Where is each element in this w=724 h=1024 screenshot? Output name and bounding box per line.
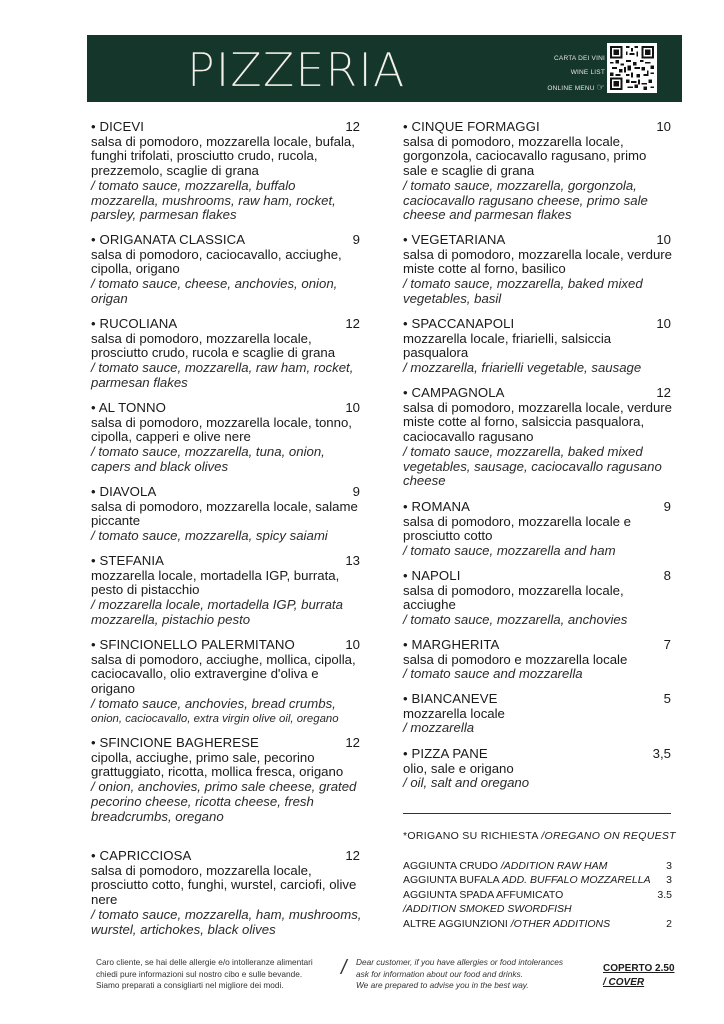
item-price: 12 — [345, 316, 360, 331]
menu-item — [403, 120, 673, 223]
item-description: salsa di pomodoro, mozzarella locale, verdure miste cotte al forno, salsiccia pasqualora, caciocavallo ragusano — [403, 399, 673, 445]
item-name: • CAMPAGNOLA — [403, 385, 505, 400]
item-name: • PIZZA PANE — [403, 746, 488, 761]
menu-item — [91, 233, 362, 307]
item-translation: / tomato sauce, mozzarella, spicy saiami — [91, 528, 328, 544]
extra-row: /ADDITION SMOKED SWORDFISH — [403, 903, 572, 916]
item-description: salsa di pomodoro, mozzarella locale e prosciutto cotto — [403, 513, 631, 544]
item-description: salsa di pomodoro, mozzarella locale, prosciutto cotto, funghi, wurstel, carciofi, olive nere — [91, 862, 357, 908]
item-price: 10 — [656, 232, 671, 247]
item-price: 12 — [345, 848, 360, 863]
item-translation: / tomato sauce, mozzarella, tuna, onion, capers and black olives — [91, 444, 325, 474]
item-translation: / tomato sauce, mozzarella, anchovies — [403, 612, 628, 628]
item-price: 3,5 — [652, 746, 671, 761]
cover-charge: COPERTO 2.50 / COVER — [603, 963, 675, 988]
item-description: olio, sale e origano — [403, 760, 514, 776]
qr-code-icon — [610, 46, 654, 90]
item-name: • MARGHERITA — [403, 637, 500, 652]
item-name: • RUCOLIANA — [91, 316, 178, 331]
item-translation: / tomato sauce, anchovies, bread crumbs, — [91, 695, 336, 711]
extra-row: AGGIUNTA CRUDO /ADDITION RAW HAM 3 — [403, 860, 672, 872]
item-price: 12 — [345, 735, 360, 750]
item-name: • STEFANIA — [91, 553, 165, 568]
item-name: • CINQUE FORMAGGI — [403, 119, 540, 134]
menu-item — [91, 317, 362, 391]
menu-item — [403, 317, 673, 376]
item-translation: / tomato sauce, mozzarella, baked mixed vegetables, basil — [403, 276, 643, 306]
item-translation: / tomato sauce, mozzarella, buffalo mozzarella, mushrooms, raw ham, rocket, parsley, parmesan flakes — [91, 177, 336, 223]
item-price: 10 — [656, 316, 671, 331]
menu-item — [91, 638, 362, 726]
item-name: • SFINCIONELLO PALERMITANO — [91, 637, 295, 652]
wine-list-label-en: WINE LIST — [570, 69, 605, 76]
item-price: 7 — [663, 637, 671, 652]
item-name: • AL TONNO — [91, 400, 166, 415]
item-translation: / onion, anchovies, primo sale cheese, grated pecorino cheese, ricotta cheese, fresh breadcrumbs, oregano — [91, 779, 357, 824]
item-name: • SFINCIONE BAGHERESE — [91, 735, 259, 750]
item-price: 13 — [345, 553, 360, 568]
item-price: 5 — [663, 691, 671, 706]
menu-item — [403, 233, 673, 307]
page-title: PIZZERIA — [187, 43, 406, 97]
item-name: • ORIGANATA CLASSICA — [91, 232, 246, 247]
item-price: 12 — [656, 385, 671, 400]
extra-price: 3 — [666, 874, 672, 887]
item-price: 9 — [352, 484, 360, 499]
item-name: • NAPOLI — [403, 568, 461, 583]
item-name: • ROMANA — [403, 499, 470, 514]
item-translation: / tomato sauce, mozzarella, ham, mushrooms, wurstel, artichokes, black olives — [91, 906, 362, 937]
extra-price: 3.5 — [657, 888, 672, 901]
extras-list — [403, 859, 672, 931]
item-name: • SPACCANAPOLI — [403, 316, 515, 331]
item-translation: / tomato sauce and mozzarella — [403, 666, 583, 682]
menu-item — [403, 386, 673, 489]
item-description: salsa di pomodoro e mozzarella locale — [403, 651, 628, 667]
item-translation: / oil, salt and oregano — [403, 775, 530, 791]
menu-item — [91, 554, 362, 628]
item-translation: / tomato sauce, mozzarella, gorgonzola, caciocavallo ragusano cheese, primo sale cheese and parmesan flakes — [403, 177, 648, 223]
item-translation: / mozzarella, friarielli vegetable, sausage — [403, 360, 642, 376]
menu-item — [403, 500, 673, 559]
item-translation: / mozzarella — [403, 720, 475, 736]
item-name: • DIAVOLA — [91, 484, 157, 499]
item-name: • VEGETARIANA — [403, 232, 506, 247]
item-description: cipolla, acciughe, primo sale, pecorino grattuggiato, ricotta, mollica fresca, origano — [91, 749, 344, 780]
item-description: salsa di pomodoro, caciocavallo, acciughe, cipolla, origano — [91, 246, 342, 277]
item-price: 9 — [663, 499, 671, 514]
item-price: 9 — [352, 232, 360, 247]
menu-item — [91, 736, 362, 824]
item-translation: / tomato sauce, mozzarella, raw ham, rocket, parmesan flakes — [91, 360, 354, 390]
item-description: mozzarella locale, mortadella IGP, burrata, pesto di pistacchio — [91, 567, 340, 598]
extra-row: AGGIUNTA BUFALA ADD. BUFFALO MOZZARELLA 3 — [403, 874, 672, 887]
item-description: salsa di pomodoro, mozzarella locale, verdure miste cotte al forno, basilico — [403, 246, 673, 277]
extra-row: ALTRE AGGIUNZIONI /OTHER ADDITIONS 2 — [403, 917, 672, 930]
origano-note: *ORIGANO SU RICHIESTA /OREGANO ON REQUEST — [403, 830, 676, 842]
menu-item — [91, 485, 362, 544]
item-description: salsa di pomodoro, mozzarella locale, bufala, funghi trifolati, prosciutto crudo, rucola, prezzemolo, scaglie di grana — [91, 133, 355, 179]
wine-list-label-it: CARTA DEI VINI — [554, 55, 605, 62]
item-description: salsa di pomodoro, mozzarella locale, acciughe — [403, 582, 624, 613]
pointing-hand-icon: ☞ — [596, 82, 605, 92]
menu-item — [403, 569, 673, 628]
item-name: • BIANCANEVE — [403, 691, 498, 706]
online-menu-label: ONLINE MENU ☞ — [547, 82, 605, 92]
qr-code[interactable] — [607, 43, 657, 93]
menu-item — [403, 692, 673, 736]
item-description: salsa di pomodoro, mozzarella locale, salame piccante — [91, 498, 358, 529]
item-translation: / tomato sauce, mozzarella and ham — [403, 543, 616, 559]
extra-row: AGGIUNTA SPADA AFFUMICATO 3.5 — [403, 888, 672, 901]
item-name: • DICEVI — [91, 119, 145, 134]
item-name: • CAPRICCIOSA — [91, 848, 192, 863]
item-price: 12 — [345, 119, 360, 134]
menu-item — [91, 849, 362, 937]
item-translation: / mozzarella locale, mortadella IGP, burrata mozzarella, pistachio pesto — [91, 597, 343, 627]
header-banner — [87, 35, 682, 102]
item-translation: / tomato sauce, cheese, anchovies, onion, origan — [91, 276, 338, 306]
header-links — [527, 52, 605, 96]
item-translation: onion, caciocavallo, extra virgin olive oil, oregano — [91, 712, 339, 725]
allergy-note-en: Dear customer, if you have allergies or food intolerances ask for information about our food and drinks. We are prepared to advise you in the best way. — [356, 957, 564, 990]
footer-slash: / — [341, 957, 347, 979]
item-description: salsa di pomodoro, mozzarella locale, tonno, cipolla, capperi e olive nere — [91, 414, 352, 445]
allergy-note-it: Caro cliente, se hai delle allergie e/o intolleranze alimentari chiedi pure informazioni sul nostro cibo e sulle bevande. Siamo preparati a consigliarti nel migliore dei modi. — [96, 957, 313, 990]
item-description: mozzarella locale — [403, 705, 505, 721]
item-price: 10 — [656, 119, 671, 134]
item-price: 8 — [663, 568, 671, 583]
menu-item — [91, 401, 362, 475]
item-description: mozzarella locale, friarielli, salsiccia pasqualora — [403, 330, 612, 361]
divider — [403, 813, 671, 814]
menu-item — [403, 638, 673, 682]
item-translation: / tomato sauce, mozzarella, baked mixed vegetables, sausage, caciocavallo ragusano cheese — [403, 443, 662, 489]
menu-item — [403, 747, 673, 791]
menu-item — [91, 120, 362, 223]
item-description: salsa di pomodoro, mozzarella locale, gorgonzola, caciocavallo ragusano, primo sale e scaglie di grana — [403, 133, 647, 179]
extra-price: 2 — [666, 917, 672, 930]
item-description: salsa di pomodoro, mozzarella locale, prosciutto crudo, rucola e scaglie di grana — [91, 330, 336, 361]
item-description: salsa di pomodoro, acciughe, mollica, cipolla, caciocavallo, olio extravergine d'oliva e origano — [91, 651, 356, 697]
item-price: 10 — [345, 637, 360, 652]
item-price: 10 — [345, 400, 360, 415]
extra-price: 3 — [666, 860, 672, 872]
